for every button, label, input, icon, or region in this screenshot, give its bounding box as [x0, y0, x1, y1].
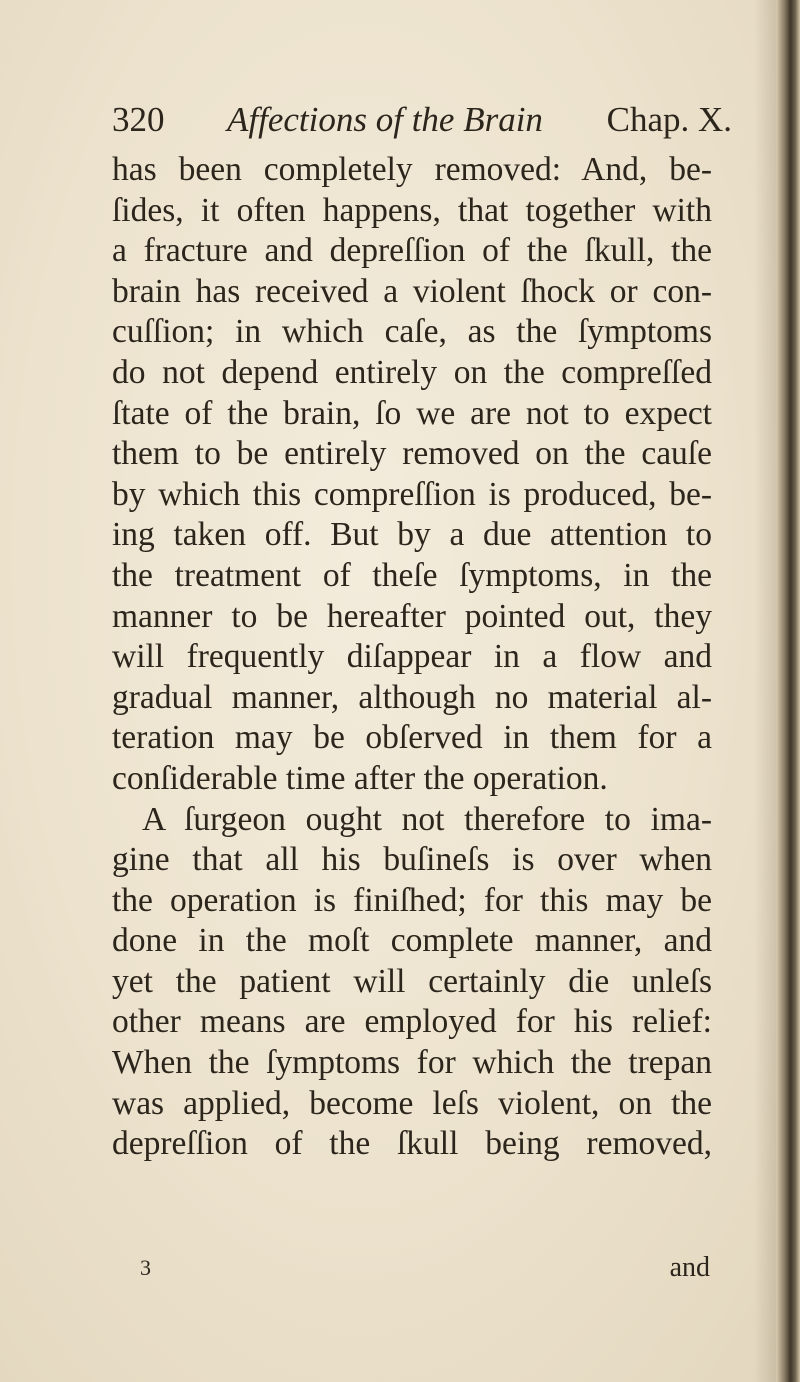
- text-line: gine that all his buſineſs is over when: [112, 841, 712, 879]
- text-line: them to be entirely removed on the cauſe: [112, 435, 712, 473]
- text-line: the operation is finiſhed; for this may be: [112, 881, 712, 919]
- text-line: brain has received a violent ſhock or con-: [112, 272, 712, 310]
- text-line: ing taken off. But by a due attention to: [112, 516, 712, 554]
- text-line: the treatment of theſe ſymptoms, in the: [112, 556, 712, 594]
- text-line: manner to be hereafter pointed out, they: [112, 597, 712, 635]
- body-text: [112, 150, 712, 1165]
- text-line: A ſurgeon ought not therefore to ima-: [142, 800, 712, 838]
- page-header: [112, 96, 732, 144]
- running-title: Affections of the Brain: [227, 100, 543, 139]
- book-gutter: [776, 0, 800, 1382]
- text-line: ſtate of the brain, ſo we are not to expect: [112, 394, 712, 432]
- catchline: [140, 1248, 710, 1288]
- text-line: depreſſion of the ſkull being removed,: [112, 1125, 712, 1163]
- text-line: by which this compreſſion is produced, be-: [112, 475, 712, 513]
- text-line: When the ſymptoms for which the trepan: [112, 1044, 712, 1082]
- catchword: and: [669, 1252, 710, 1283]
- text-line: teration may be obſerved in them for a: [112, 719, 712, 757]
- text-line: conſiderable time after the operation.: [112, 759, 608, 797]
- text-line: a fracture and depreſſion of the ſkull, the: [112, 232, 712, 270]
- text-line: yet the patient will certainly die unleſs: [112, 962, 712, 1000]
- text-line: was applied, become leſs violent, on the: [112, 1084, 712, 1122]
- text-line: cuſſion; in which caſe, as the ſymptoms: [112, 313, 712, 351]
- text-line: done in the moſt complete manner, and: [112, 922, 712, 960]
- page-number: 320: [112, 100, 165, 139]
- chapter-label: Chap. X.: [606, 100, 732, 139]
- text-line: gradual manner, although no material al-: [112, 678, 712, 716]
- signature-mark: 3: [140, 1255, 151, 1280]
- text-line: has been completely removed: And, be-: [112, 151, 712, 188]
- gutter-shadow: [754, 0, 776, 1382]
- text-line: do not depend entirely on the compreſſed: [112, 353, 712, 391]
- text-line: other means are employed for his relief:: [112, 1003, 712, 1041]
- text-line: will frequently diſappear in a flow and: [112, 638, 712, 676]
- text-line: ſides, it often happens, that together with: [112, 191, 712, 229]
